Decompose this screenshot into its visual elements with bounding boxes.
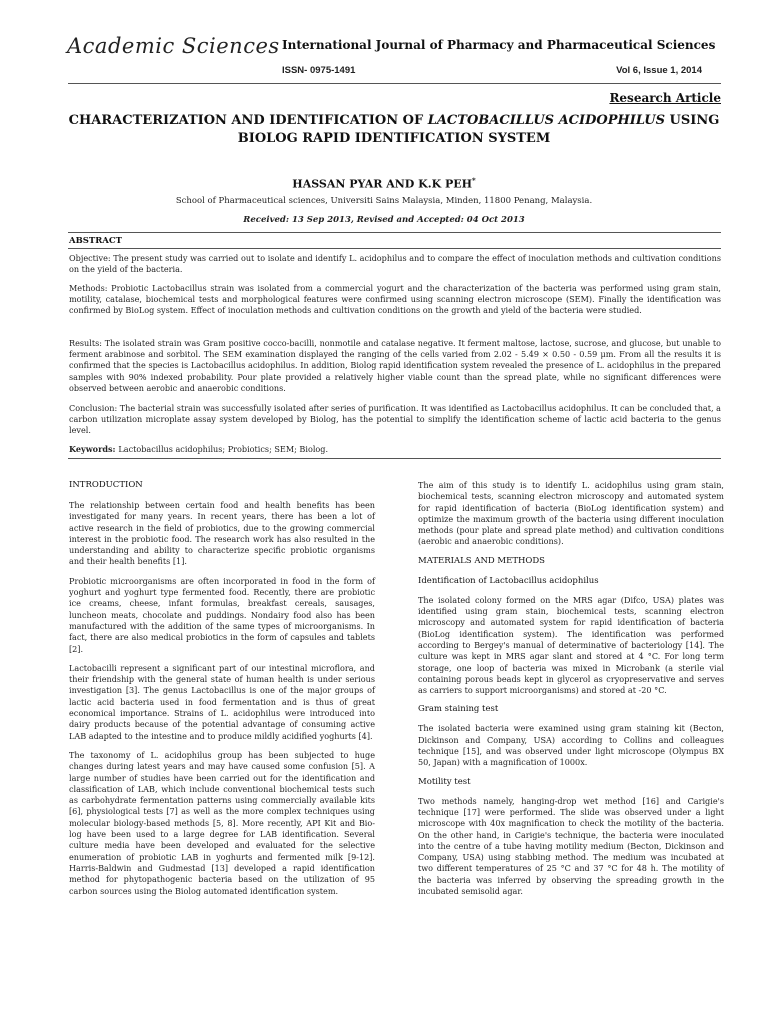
abstract-heading: ABSTRACT	[69, 236, 122, 246]
materials-methods-heading: MATERIALS AND METHODS	[418, 555, 546, 566]
introduction-heading: INTRODUCTION	[69, 480, 143, 490]
abstract-end-rule	[68, 458, 721, 459]
issn: ISSN- 0975-1491	[282, 65, 356, 76]
article-type: Research Article	[609, 91, 721, 105]
keywords-label: Keywords:	[69, 444, 119, 454]
abstract-conclusion: Conclusion: The bacterial strain was successfully isolated after series of purification. It was identified as Lactobacillus acidophilus. It can be concluded that, a carbon utilization microplate assay system developed by Biolog, has the potential to simplify the identification scheme of lactic acid bacteria to the genus level.	[69, 403, 721, 436]
intro-paragraph-1: The relationship between certain food and health benefits has been investigated for many years. In recent years, there has been a lot of active research in the field of probiotics, due to the growing commercial interest in the probiotic food. The research work has also resulted in the understanding and ability to characterize specific probiotic organisms and their health benefits [1].	[69, 500, 375, 567]
abstract-objective: Objective: The present study was carried out to isolate and identify L. acidophilus and to compare the effect of inoculation methods and cultivation conditions on the yield of the bacteria.	[69, 253, 721, 275]
intro-paragraph-4: The taxonomy of L. acidophilus group has been subjected to huge changes during latest years and may have caused some confusion [5]. A large number of studies have been carried out for the identification and classification of LAB, which include conventional biochemical tests such as carbohydrate fermentation patterns using commercially available kits [6], physiological tests [7] as well as the more complex techniques using molecular biology-based methods [5, 8]. More recently, API Kit and Bio-log have been used to a large degree for LAB identification. Several culture media have been developed and evaluated for the selective enumeration of probiotic LAB in yoghurts and fermented milk [9-12]. Harris-Baldwin and Gudmestad [13] developed a rapid identification method for phytopathogenic bacteria based on the utilization of 95 carbon sources using the Biolog automated identification system.	[69, 749, 375, 896]
abstract-rule-bottom	[68, 248, 721, 249]
author-names: HASSAN PYAR AND K.K PEH	[292, 177, 473, 191]
keywords-list: Lactobacillus acidophilus; Probiotics; SEM; Biolog.	[118, 444, 329, 454]
abstract-rule-top	[68, 232, 721, 233]
keywords	[69, 444, 328, 454]
abstract-results: Results: The isolated strain was Gram positive cocco-bacilli, nonmotile and catalase negative. It ferment maltose, lactose, sucrose, and glucose, but unable to ferment arabinose and sorbitol. The SEM examination displayed the ranging of the cells varied from 2.02 - 5.49 × 0.50 - 0.59 μm. From all the results it is confirmed that the species is Lactobacillus acidophilus. In addition, Biolog rapid identification system revealed the presence of L. acidophilus in the prepared samples with 90% indexed probability. Pour plate provided a relatively higher viable count than the spread plate, while no significant differences were observed between aerobic and anaerobic conditions.	[69, 338, 721, 393]
volume-issue: Vol 6, Issue 1, 2014	[616, 65, 702, 76]
intro-paragraph-2: Probiotic microorganisms are often incorporated in food in the form of yoghurt and yoghurt type fermented food. Recently, there are probiotic ice creams, cheese, infant formulas, breakfast cereals, sausages, luncheon meats, chocolate and puddings. Nondairy food also has been manufactured with the addition of the same types of microorganisms. In fact, there are also medical probiotics in the form of capsules and tablets [2].	[69, 575, 375, 654]
affiliation: School of Pharmaceutical sciences, Universiti Sains Malaysia, Minden, 11800 Penang, Malaysia.	[175, 196, 593, 206]
intro-paragraph-3: Lactobacilli represent a significant part of our intestinal microflora, and their friendship with the general state of human health is under serious investigation [3]. The genus Lactobacillus is one of the major groups of lactic acid bacteria used in food fermentation and is thus of great economical importance. Strains of L. acidophilus were introduced into dairy products because of the potential advantage of consuming active LAB adapted to the intestine and to produce mildly acidified yoghurts [4].	[69, 662, 375, 741]
title-part2: USING BIOLOG RAPID IDENTIFICATION SYSTEM	[237, 113, 720, 146]
aim-paragraph: The aim of this study is to identify L. acidophilus using gram stain, biochemical tests, scanning electron microscopy and automated system for rapid identification of bacteria (BioLog identification system) and optimize the maximum growth of the bacteria using different inoculation methods (pour plate and spread plate method) and cultivation conditions (aerobic and anaerobic conditions).	[418, 480, 724, 547]
journal-title: International Journal of Pharmacy and Pharmaceutical Sciences	[282, 38, 716, 52]
right-column	[418, 480, 724, 905]
header-rule	[68, 83, 721, 84]
left-column	[69, 480, 375, 905]
corresponding-marker: *	[472, 176, 476, 185]
motility-paragraph: Two methods namely, hanging-drop wet method [16] and Carigie's technique [17] were performed. The slide was observed under a light microscope with 40x magnification to check the motility of the bacteria. On the other hand, in Carigie's technique, the bacteria were inoculated into the centre of a tube having motility medium (Becton, Dickinson and Company, USA) using stabbing method. The medium was incubated at two different temperatures of 25 °C and 37 °C for 48 h. The motility of the bacteria was inferred by observing the spreading growth in the incubated semisolid agar.	[418, 795, 724, 897]
article-title	[60, 112, 728, 148]
title-species: LACTOBACILLUS ACIDOPHILUS	[427, 113, 666, 128]
gram-staining-heading: Gram staining test	[418, 704, 499, 715]
received-dates: Received: 13 Sep 2013, Revised and Accepted: 04 Oct 2013	[243, 215, 525, 225]
identification-paragraph: The isolated colony formed on the MRS agar (Difco, USA) plates was identified using gram stain, biochemical tests, scanning electron microscopy and automated system for rapid identification of bacteria (BioLog identification system). The identification was performed according to Bergey's manual of determinative of bacteriology [14]. The culture was kept in MRS agar slant and stored at 4 °C. For long term storage, one loop of bacteria was mixed in Microbank (a sterile vial containing porous beads kept in glycerol as cryopreservative and serves as carriers to support microorganisms) and stored at -20 °C.	[418, 594, 724, 696]
title-part1: CHARACTERIZATION AND IDENTIFICATION OF	[68, 113, 428, 128]
identification-heading: Identification of Lactobacillus acidophilus	[418, 575, 599, 586]
abstract-methods: Methods: Probiotic Lactobacillus strain was isolated from a commercial yogurt and the characterization of the bacteria was performed using gram stain, motility, catalase, biochemical tests and morphological features were confirmed using scanning electron microscope (SEM). Finally the identification was confirmed by BioLog system. Effect of inoculation methods and cultivation conditions on the growth and yield of the bacteria were studied.	[69, 283, 721, 316]
motility-heading: Motility test	[418, 776, 471, 787]
gram-staining-paragraph: The isolated bacteria were examined using gram staining kit (Becton, Dickinson and Company, USA) according to Collins and colleagues technique [15], and was observed under light microscope (Olympus BX 50, Japan) with a magnification of 1000x.	[418, 723, 724, 768]
publisher-logo: Academic Sciences	[67, 34, 280, 58]
authors	[0, 176, 768, 191]
